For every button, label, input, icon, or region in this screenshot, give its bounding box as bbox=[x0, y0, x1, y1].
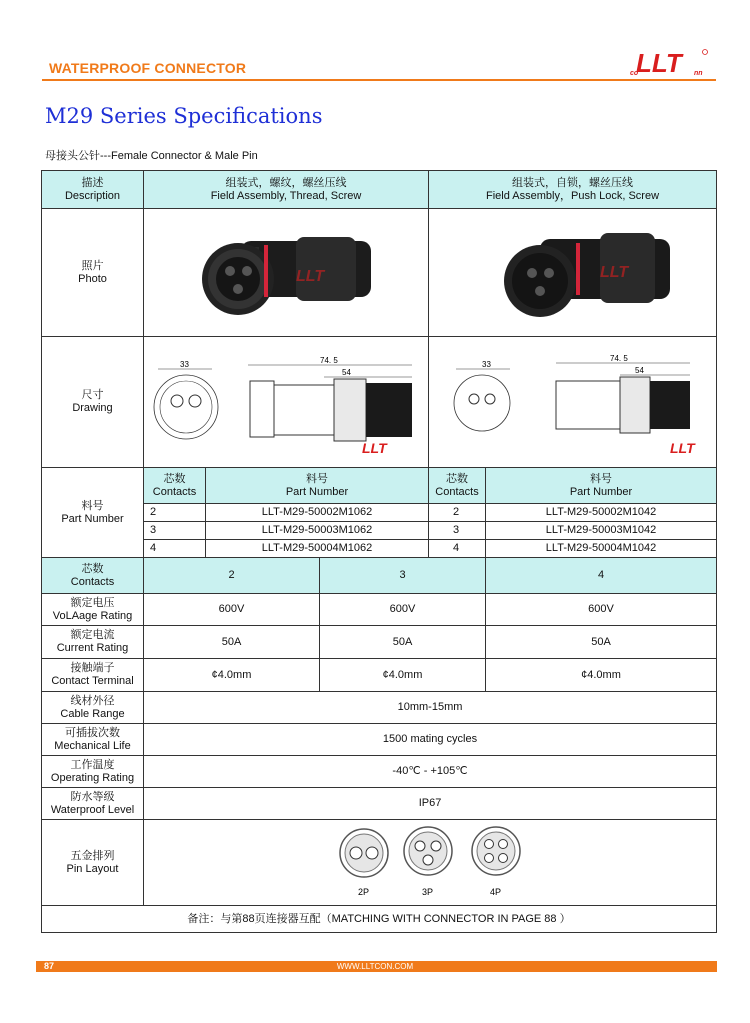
svg-text:3P: 3P bbox=[422, 886, 434, 897]
contacts-header-right: 芯数 Contacts bbox=[429, 468, 486, 504]
temp-value: -40℃ - +105℃ bbox=[144, 756, 717, 788]
contacts-cell: 3 bbox=[144, 522, 206, 540]
contacts-value-3: 3 bbox=[320, 558, 486, 594]
part-number-cell: LLT-M29-50003M1062 bbox=[206, 522, 429, 540]
pin-layout-label: 五金排列 Pin Layout bbox=[42, 820, 144, 906]
current-value: 50A bbox=[486, 626, 717, 659]
col2-description: 组装式，自锁，螺丝压线 Field Assembly，Push Lock, Screw bbox=[429, 171, 717, 209]
matching-note: 备注：与第88页连接器互配（MATCHING WITH CONNECTOR IN PAGE 88 ） bbox=[42, 906, 717, 933]
cable-label: 线材外径 Cable Range bbox=[42, 692, 144, 724]
photo-thread-connector bbox=[144, 209, 429, 337]
photo-pushlock-connector bbox=[429, 209, 717, 337]
table-row bbox=[42, 504, 717, 522]
svg-text:nn: nn bbox=[694, 70, 703, 77]
current-value: 50A bbox=[144, 626, 320, 659]
desc-label: 描述 Description bbox=[42, 171, 144, 209]
pin-layout-icons bbox=[330, 821, 530, 901]
voltage-value: 600V bbox=[144, 594, 320, 626]
drawing-pushlock-connector bbox=[429, 337, 717, 468]
current-value: 50A bbox=[320, 626, 486, 659]
svg-text:4P: 4P bbox=[490, 886, 502, 897]
pin-2p-icon bbox=[340, 829, 388, 897]
life-label: 可插拔次数 Mechanical Life bbox=[42, 724, 144, 756]
part-number-cell: LLT-M29-50004M1042 bbox=[486, 540, 717, 558]
col1-description: 组装式，螺纹，螺丝压线 Field Assembly, Thread, Screw bbox=[144, 171, 429, 209]
partnum-header-right: 料号 Part Number bbox=[486, 468, 717, 504]
contacts-cell: 2 bbox=[429, 504, 486, 522]
terminal-label: 接触端子 Contact Terminal bbox=[42, 659, 144, 692]
page-title: M29 Series Specifications bbox=[45, 104, 323, 128]
connector-photo-2 bbox=[430, 211, 715, 331]
voltage-value: 600V bbox=[486, 594, 717, 626]
svg-text:74. 5: 74. 5 bbox=[320, 356, 338, 365]
waterproof-value: IP67 bbox=[144, 788, 717, 820]
contacts-spec-label: 芯数 Contacts bbox=[42, 558, 144, 594]
voltage-value: 600V bbox=[320, 594, 486, 626]
photo-label: 照片 Photo bbox=[42, 209, 144, 337]
contacts-value-4: 4 bbox=[486, 558, 717, 594]
cable-value: 10mm-15mm bbox=[144, 692, 717, 724]
connector-photo-1 bbox=[146, 211, 426, 331]
svg-text:co: co bbox=[630, 70, 639, 77]
temp-label: 工作温度 Operating Rating bbox=[42, 756, 144, 788]
pin-4p-icon bbox=[472, 827, 520, 897]
svg-text:2P: 2P bbox=[358, 886, 370, 897]
svg-text:LLT: LLT bbox=[636, 48, 682, 78]
table-row bbox=[42, 522, 717, 540]
dimension-drawing-1 bbox=[144, 337, 430, 463]
terminal-value: ¢4.0mm bbox=[144, 659, 320, 692]
terminal-value: ¢4.0mm bbox=[486, 659, 717, 692]
part-number-cell: LLT-M29-50003M1042 bbox=[486, 522, 717, 540]
svg-text:LLT: LLT bbox=[362, 440, 387, 456]
svg-text:33: 33 bbox=[481, 360, 491, 369]
contacts-value-2: 2 bbox=[144, 558, 320, 594]
contacts-cell: 4 bbox=[429, 540, 486, 558]
part-number-cell: LLT-M29-50002M1062 bbox=[206, 504, 429, 522]
header-rule bbox=[42, 79, 716, 81]
part-number-cell: LLT-M29-50004M1062 bbox=[206, 540, 429, 558]
pin-3p-icon bbox=[404, 827, 452, 897]
contacts-cell: 3 bbox=[429, 522, 486, 540]
contacts-cell: 4 bbox=[144, 540, 206, 558]
terminal-value: ¢4.0mm bbox=[320, 659, 486, 692]
svg-text:LLT: LLT bbox=[669, 440, 695, 456]
page-number: 87 bbox=[44, 961, 55, 971]
current-label: 额定电流 Current Rating bbox=[42, 626, 144, 659]
contacts-cell: 2 bbox=[144, 504, 206, 522]
svg-text:LLT: LLT bbox=[600, 263, 629, 281]
svg-text:33: 33 bbox=[180, 360, 189, 369]
brand-logo bbox=[630, 46, 710, 78]
svg-text:LLT: LLT bbox=[296, 267, 325, 285]
part-number-cell: LLT-M29-50002M1042 bbox=[486, 504, 717, 522]
voltage-label: 额定电压 VoLAage Rating bbox=[42, 594, 144, 626]
svg-text:74. 5: 74. 5 bbox=[609, 354, 628, 363]
life-value: 1500 mating cycles bbox=[144, 724, 717, 756]
subtitle: 母接头公针---Female Connector & Male Pin bbox=[45, 150, 258, 162]
drawing-thread-connector bbox=[144, 337, 429, 468]
partnum-header-left: 料号 Part Number bbox=[206, 468, 429, 504]
pin-layout-diagram bbox=[144, 820, 717, 906]
svg-text:54: 54 bbox=[634, 366, 644, 375]
drawing-label: 尺寸 Drawing bbox=[42, 337, 144, 468]
table-row bbox=[42, 540, 717, 558]
spec-table bbox=[41, 170, 717, 933]
section-title: WATERPROOF CONNECTOR bbox=[49, 60, 247, 76]
website-url[interactable]: WWW.LLTCON.COM bbox=[336, 962, 414, 971]
contacts-header-left: 芯数 Contacts bbox=[144, 468, 206, 504]
dimension-drawing-2 bbox=[430, 337, 716, 463]
part-number-label: 料号 Part Number bbox=[42, 468, 144, 558]
svg-text:54: 54 bbox=[342, 368, 351, 377]
waterproof-label: 防水等级 Waterproof Level bbox=[42, 788, 144, 820]
